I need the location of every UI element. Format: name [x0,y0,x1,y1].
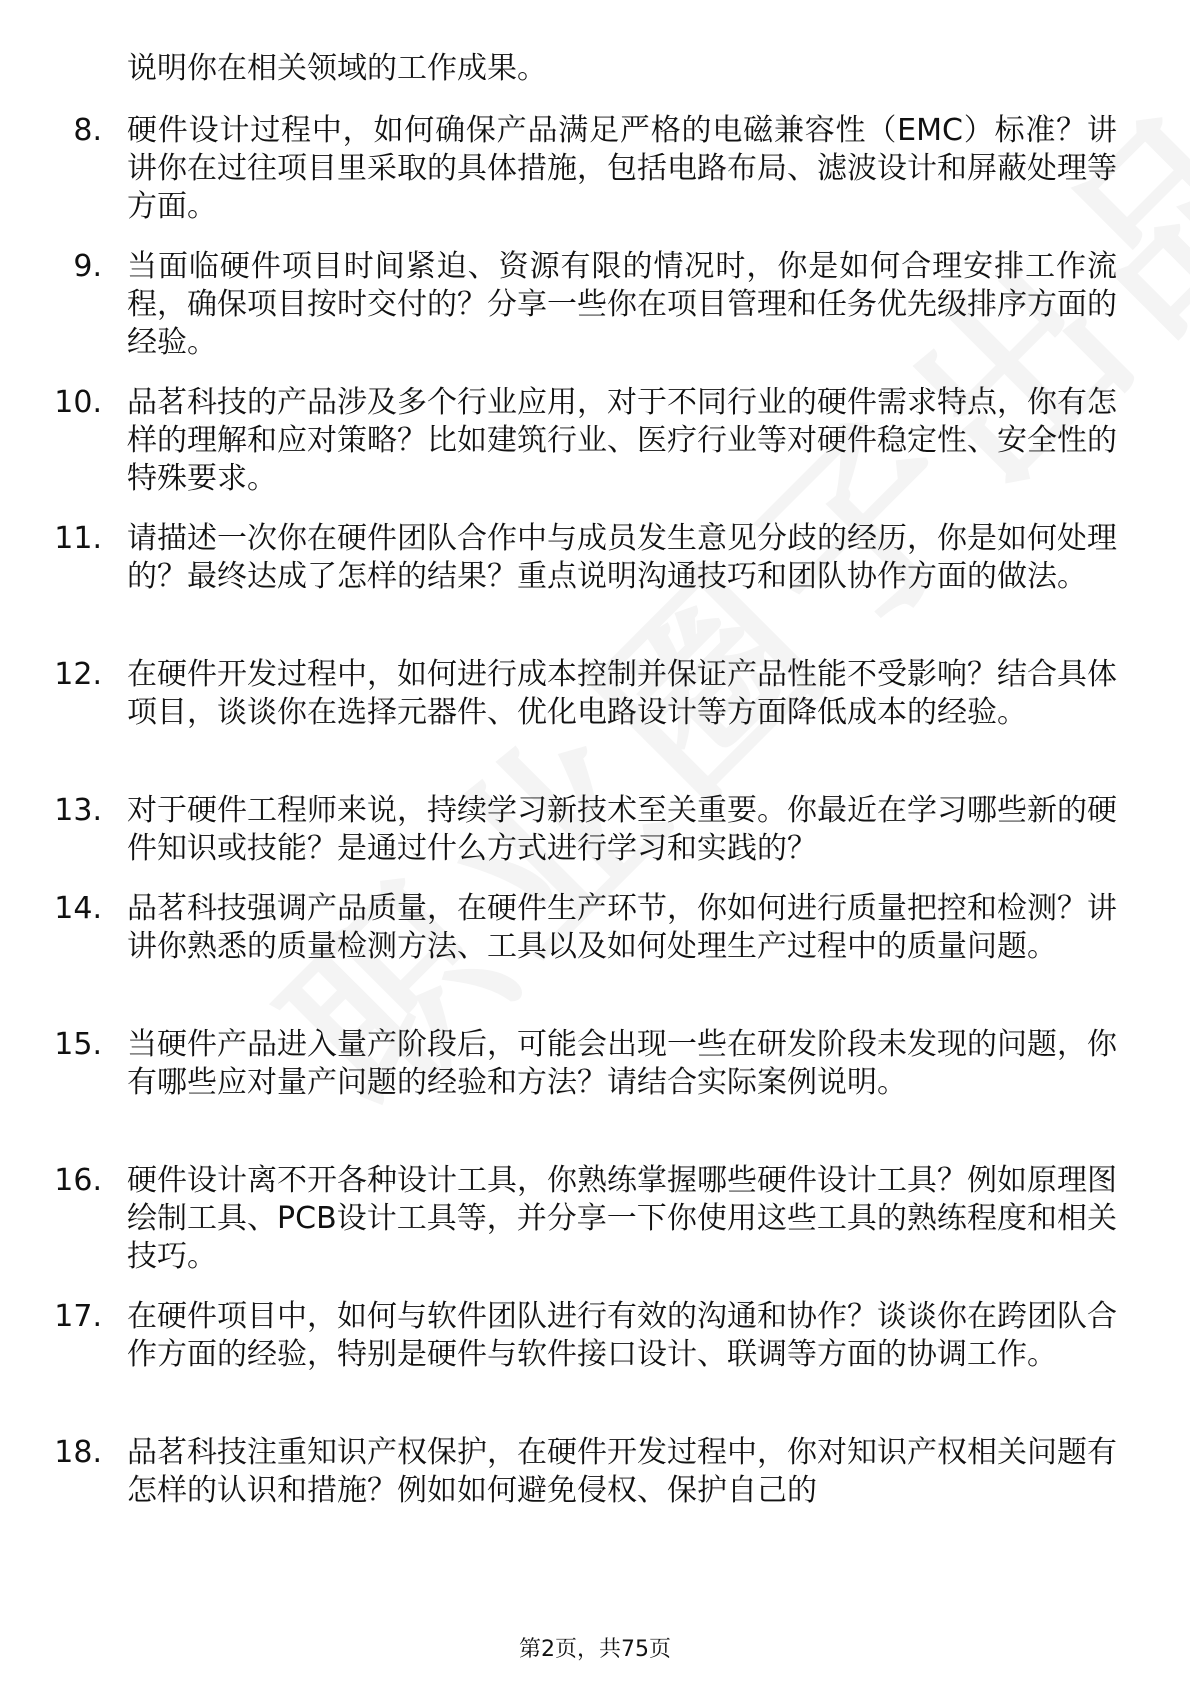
question-item-12 [0,656,1190,770]
question-number: 9. [73,249,102,284]
question-item-10 [0,384,1190,498]
question-item-17 [0,1298,1190,1412]
question-number: 11. [54,521,102,556]
question-number: 12. [54,657,102,692]
question-text: 硬件设计过程中，如何确保产品满足严格的电磁兼容性（EMC）标准？讲讲你在过往项目里采取的具体措施，包括电路布局、滤波设计和屏蔽处理等方面。 [127,113,1117,224]
question-item-14 [0,890,1190,1004]
question-item-15 [0,1026,1190,1140]
question-text: 对于硬件工程师来说，持续学习新技术至关重要。你最近在学习哪些新的硬件知识或技能？是通过什么方式进行学习和实践的？ [127,793,1117,866]
question-text: 在硬件开发过程中，如何进行成本控制并保证产品性能不受影响？结合具体项目，谈谈你在选择元器件、优化电路设计等方面降低成本的经验。 [127,657,1117,730]
question-text: 品茗科技强调产品质量，在硬件生产环节，你如何进行质量把控和检测？讲讲你熟悉的质量检测方法、工具以及如何处理生产过程中的质量问题。 [127,891,1117,964]
lead-paragraph: 说明你在相关领域的工作成果。 [127,51,547,86]
question-item-18 [0,1434,1190,1510]
question-number: 16. [54,1163,102,1198]
question-text: 在硬件项目中，如何与软件团队进行有效的沟通和协作？谈谈你在跨团队合作方面的经验，特别是硬件与软件接口设计、联调等方面的协调工作。 [127,1299,1117,1372]
question-text: 品茗科技注重知识产权保护，在硬件开发过程中，你对知识产权相关问题有怎样的认识和措施？例如如何避免侵权、保护自己的 [127,1435,1117,1508]
question-item-11 [0,520,1190,634]
question-text: 请描述一次你在硬件团队合作中与成员发生意见分歧的经历，你是如何处理的？最终达成了怎样的结果？重点说明沟通技巧和团队协作方面的做法。 [127,521,1117,594]
question-item-16 [0,1162,1190,1276]
question-number: 8. [73,113,102,148]
question-list [0,112,1190,1532]
question-number: 13. [54,793,102,828]
question-item-8 [0,112,1190,226]
question-number: 17. [54,1299,102,1334]
question-item-9 [0,248,1190,362]
question-number: 10. [54,385,102,420]
question-text: 硬件设计离不开各种设计工具，你熟练掌握哪些硬件设计工具？例如原理图绘制工具、PCB设计工具等，并分享一下你使用这些工具的熟练程度和相关技巧。 [127,1163,1117,1274]
question-text: 品茗科技的产品涉及多个行业应用，对于不同行业的硬件需求特点，你有怎样的理解和应对策略？比如建筑行业、医疗行业等对硬件稳定性、安全性的特殊要求。 [127,385,1117,496]
question-text: 当面临硬件项目时间紧迫、资源有限的情况时，你是如何合理安排工作流程，确保项目按时交付的？分享一些你在项目管理和任务优先级排序方面的经验。 [127,249,1117,360]
question-number: 18. [54,1435,102,1470]
question-number: 15. [54,1027,102,1062]
question-text: 当硬件产品进入量产阶段后，可能会出现一些在研发阶段未发现的问题，你有哪些应对量产问题的经验和方法？请结合实际案例说明。 [127,1027,1117,1100]
question-item-13 [0,792,1190,868]
question-number: 14. [54,891,102,926]
page-footer: 第2页，共75页 [519,1637,671,1662]
